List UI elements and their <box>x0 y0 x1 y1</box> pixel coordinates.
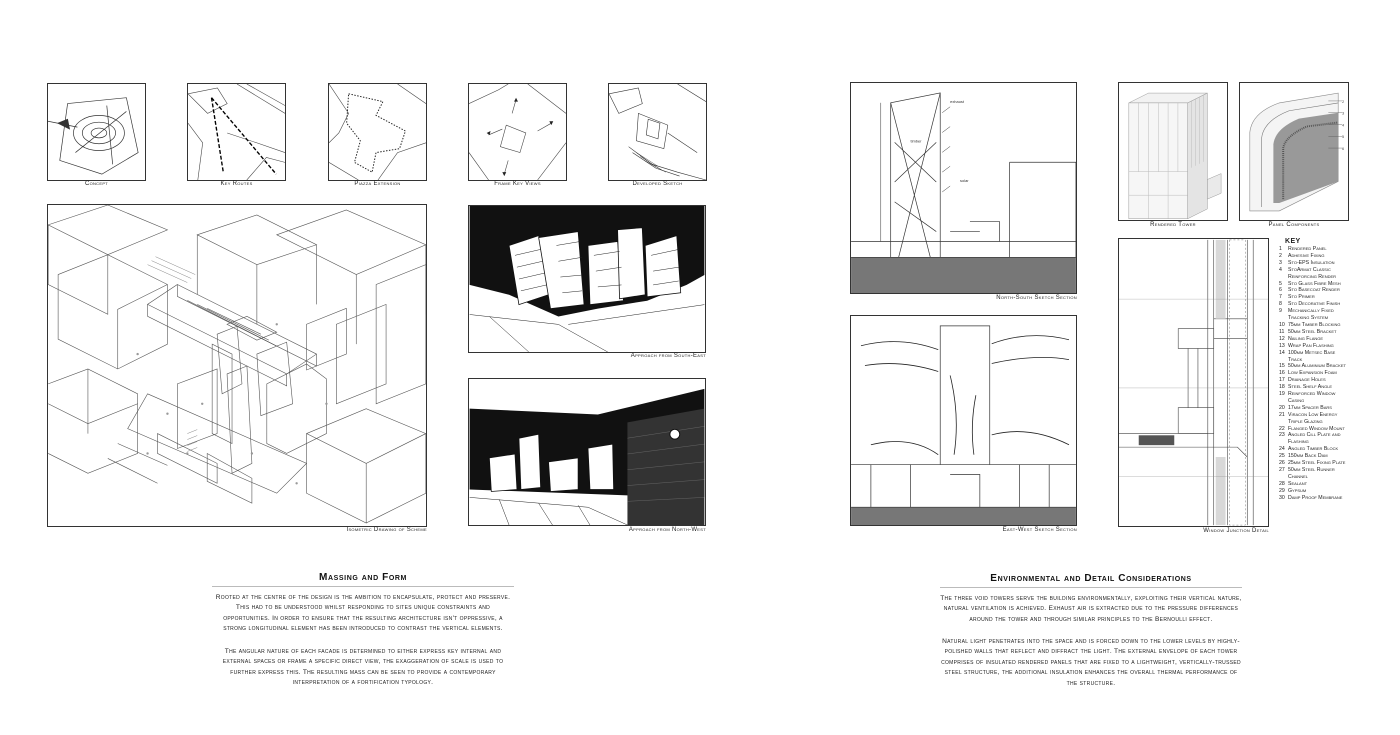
key-item-number: 4 <box>1279 266 1282 273</box>
key-item-number: 12 <box>1279 335 1285 342</box>
key-item-number: 30 <box>1279 494 1285 501</box>
key-item-number: 20 <box>1279 404 1285 411</box>
key-item <box>1279 412 1350 426</box>
window-junction-caption: Window Junction Detail <box>1203 528 1269 534</box>
massing-form-heading: Massing and Form <box>319 572 407 583</box>
key-item-number: 13 <box>1279 342 1285 349</box>
key-item-number: 26 <box>1279 460 1285 467</box>
key-item-number: 19 <box>1279 391 1285 398</box>
east-west-caption: East-West Sketch Section <box>1002 527 1077 533</box>
key-item-label: Drainage Holes <box>1288 377 1326 384</box>
key-item-number: 25 <box>1279 453 1285 460</box>
key-item-label: Sto Primer <box>1288 294 1315 301</box>
key-item-number: 29 <box>1279 487 1285 494</box>
key-item <box>1279 432 1350 446</box>
key-item-label: 25mm Steel Fixing Plate <box>1288 460 1346 467</box>
svg-text:exhaust: exhaust <box>950 98 964 104</box>
key-item-number: 17 <box>1279 377 1285 384</box>
east-west-section-sketch <box>850 315 1077 526</box>
key-item-number: 6 <box>1279 287 1282 294</box>
environmental-paragraph-2: Natural light penetrates into the space and is forced down to the lower levels by highly-polished walls that reflect and diffract the light. The external envelope of each tower comprises of insulated rendered panels that are fixed to a lightweight, vertically-trussed steel structure, the additional insulation enhances the overall thermal performance of the structure. <box>941 638 1241 687</box>
key-item-number: 15 <box>1279 363 1285 370</box>
key-item <box>1279 281 1350 288</box>
key-item <box>1279 260 1350 267</box>
key-item-label: Reinforced Window Casing <box>1288 391 1336 404</box>
key-item <box>1279 363 1350 370</box>
key-item-label: Wrap Pan Flashing <box>1288 342 1334 349</box>
piazza-extension-sketch <box>328 83 427 181</box>
key-item-label: Sto Basecoat Render <box>1288 287 1340 294</box>
key-item-number: 16 <box>1279 370 1285 377</box>
key-item-number: 21 <box>1279 411 1285 418</box>
key-item <box>1279 246 1350 253</box>
developed-sketch-caption: Developed Sketch <box>632 181 683 187</box>
panel-components-image <box>1239 82 1349 221</box>
environmental-rule <box>940 587 1242 588</box>
approach-south-east-caption: Approach from South-East <box>630 353 706 359</box>
svg-text:solar: solar <box>960 178 969 184</box>
key-item <box>1279 301 1350 308</box>
key-item-number: 1 <box>1279 246 1282 252</box>
north-south-section-sketch <box>850 82 1077 294</box>
key-item-label: Damp Proof Membrane <box>1288 494 1343 501</box>
key-item-label: 50mm Aluminium Bracket <box>1288 363 1346 370</box>
key-item-label: Angled Cill Plate and Flashing <box>1288 432 1341 446</box>
key-list <box>1279 246 1350 502</box>
key-item-label: Nailing Flange <box>1288 335 1324 342</box>
key-item-label: Low Expansion Foam <box>1288 370 1337 377</box>
key-item <box>1279 467 1350 481</box>
key-item-number: 8 <box>1279 301 1282 308</box>
key-title: KEY <box>1285 238 1301 245</box>
key-item-label: 17mm Spacer Bars <box>1288 404 1332 411</box>
key-item <box>1279 446 1350 453</box>
concept-caption: Concept <box>84 181 109 187</box>
piazza-extension-caption: Piazza Extension <box>354 181 401 187</box>
key-routes-caption: Key Routes <box>220 181 253 187</box>
key-item-number: 24 <box>1279 446 1285 453</box>
approach-south-east-sketch <box>468 205 706 353</box>
key-item <box>1279 370 1350 377</box>
approach-north-west-sketch <box>468 378 706 526</box>
approach-north-west-caption: Approach from North-West <box>628 527 706 533</box>
key-item-label: Sto-EPS Insulation <box>1288 259 1335 266</box>
key-item <box>1279 391 1350 405</box>
massing-form-rule <box>212 586 514 587</box>
key-item-label: Flanged Window Mount <box>1288 425 1345 432</box>
key-item <box>1279 460 1350 467</box>
key-item <box>1279 384 1350 391</box>
key-item-label: 50mm Steel Bracket <box>1288 328 1337 335</box>
key-item <box>1279 426 1350 433</box>
key-item-label: Mechanically Fixed Tracking System <box>1288 308 1334 322</box>
key-item-number: 10 <box>1279 321 1285 328</box>
key-item-number: 11 <box>1279 328 1285 335</box>
panel-components-caption: Panel Components <box>1268 222 1320 228</box>
rendered-tower-caption: Rendered Tower <box>1150 222 1196 228</box>
key-item-number: 9 <box>1279 308 1282 315</box>
key-item <box>1279 343 1350 350</box>
key-item-number: 2 <box>1279 252 1282 259</box>
key-item-number: 23 <box>1279 432 1285 439</box>
key-item-number: 5 <box>1279 280 1282 287</box>
key-item-number: 14 <box>1279 349 1285 356</box>
window-junction-detail <box>1118 238 1269 527</box>
massing-form-paragraph-1: Rooted at the centre of the design is the ambition to encapsulate, protect and preserve. This had to be understood whilst responding to sites unique constraints and opportunities. In order to ensure that the resulting architecture isn't oppressive, a strong longitudinal element has been introduced to contrast the vertical elements. <box>215 594 511 633</box>
isometric-caption: Isometric Drawing of Scheme <box>346 527 427 533</box>
key-item-label: 75mm Timber Blocking <box>1288 321 1341 328</box>
svg-text:4: 4 <box>1342 123 1345 128</box>
key-item-number: 27 <box>1279 467 1285 473</box>
concept-sketch <box>47 83 146 181</box>
key-item-label: Sealant <box>1288 480 1308 487</box>
key-item-number: 22 <box>1279 425 1285 432</box>
key-item-label: StoArmat Classic Reinforcing Render <box>1288 266 1337 280</box>
key-item-number: 3 <box>1279 259 1282 266</box>
key-item-label: 100mm Metsec Base Track <box>1288 349 1336 363</box>
north-south-caption: North-South Sketch Section <box>996 295 1077 301</box>
key-item-label: Rendered Panel <box>1288 246 1327 252</box>
rendered-tower-image <box>1118 82 1228 221</box>
key-item <box>1279 495 1350 502</box>
key-item <box>1279 294 1350 301</box>
key-item <box>1279 377 1350 384</box>
key-item-label: Gypsum <box>1288 487 1307 494</box>
key-item-label: Adhesive Fixing <box>1288 252 1325 259</box>
key-item <box>1279 253 1350 260</box>
key-item <box>1279 453 1350 460</box>
environmental-paragraph-1: The three void towers serve the building environmentally, exploiting their vertical nature, natural ventilation is achieved. Exhaust air is extracted due to the pressure differences around the tower and through similar principles to the Bernoulli effect. <box>940 595 1242 623</box>
key-item-label: Angled Timber Block <box>1288 446 1339 453</box>
svg-text:3: 3 <box>1342 111 1345 116</box>
key-item <box>1279 267 1350 281</box>
key-item <box>1279 405 1350 412</box>
key-item <box>1279 322 1350 329</box>
svg-text:timber: timber <box>910 138 922 144</box>
key-item-number: 7 <box>1279 294 1282 301</box>
svg-text:5: 5 <box>1342 135 1345 140</box>
developed-sketch <box>608 83 707 181</box>
frame-key-views-caption: Frame Key Views <box>494 181 541 187</box>
environmental-heading: Environmental and Detail Considerations <box>990 573 1192 584</box>
key-item-number: 18 <box>1279 384 1285 391</box>
key-item <box>1279 350 1350 364</box>
svg-text:2: 2 <box>1342 99 1345 104</box>
key-item-label: Sto Glass Fibre Mesh <box>1288 280 1341 287</box>
key-item-number: 28 <box>1279 480 1285 487</box>
frame-key-views-sketch <box>468 83 567 181</box>
key-item <box>1279 336 1350 343</box>
key-item-label: Steel Shelf Angle <box>1288 384 1333 391</box>
key-routes-sketch <box>187 83 286 181</box>
key-item <box>1279 287 1350 294</box>
isometric-drawing <box>47 204 427 527</box>
key-item-label: 50mm Steel Runner Channel <box>1288 467 1335 480</box>
key-item-label: Sto Decorative Finish <box>1288 301 1341 308</box>
key-item <box>1279 488 1350 495</box>
key-item <box>1279 481 1350 488</box>
key-item-label: 150mm Back Dam <box>1288 453 1328 460</box>
key-item <box>1279 329 1350 336</box>
svg-text:6: 6 <box>1342 147 1345 152</box>
massing-form-paragraph-2: The angular nature of each facade is determined to either express key internal and external spaces or frame a specific direct view, the exaggeration of scale is used to further express this. The resulting mass can be seen to provide a contemporary interpretation of a fortification typology. <box>222 648 504 687</box>
key-item <box>1279 308 1350 322</box>
key-item-label: Viracon Low Energy Triple Glazing <box>1288 411 1338 425</box>
